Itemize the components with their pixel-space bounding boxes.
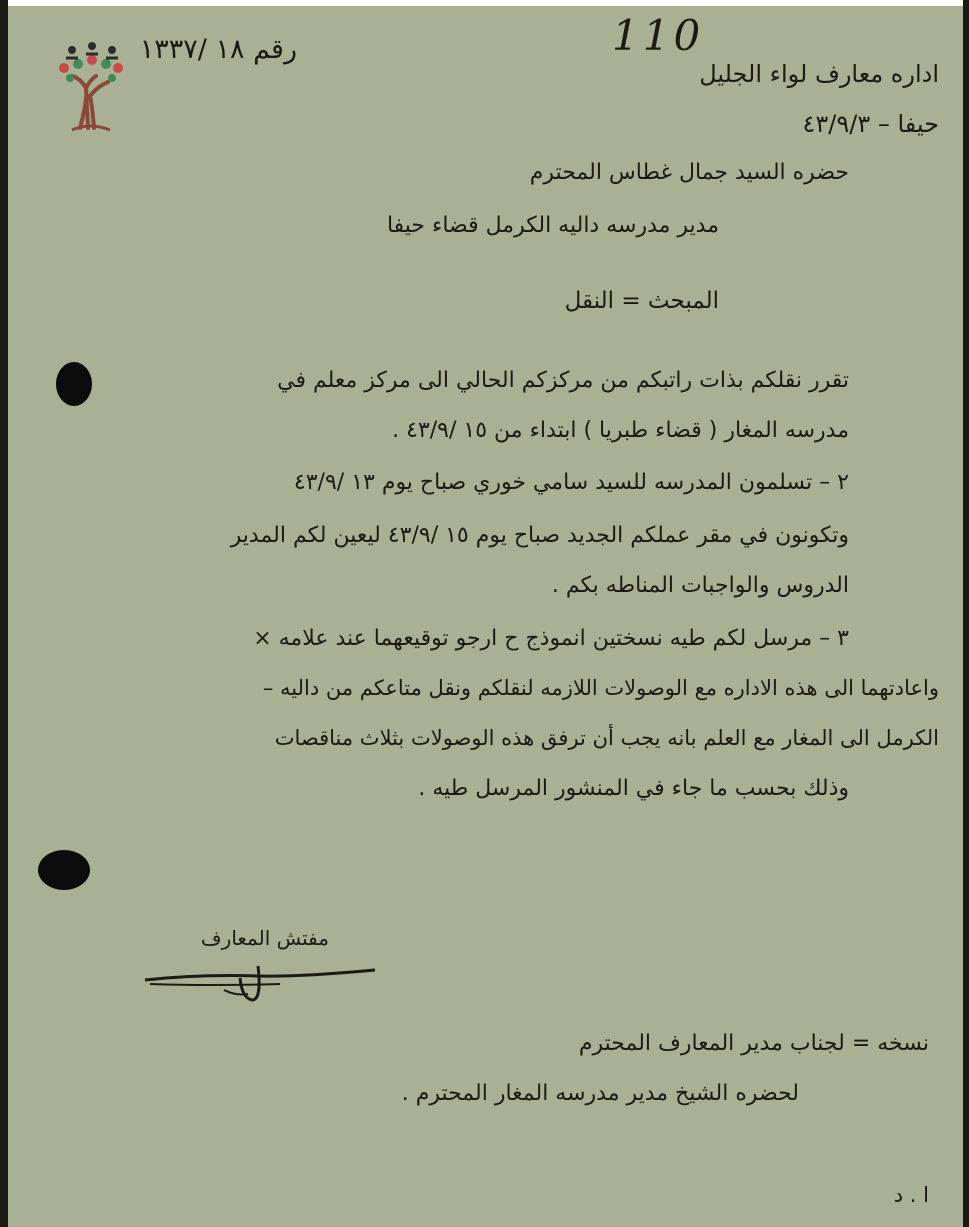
recipient-name: حضره السيد جمال غطاس المحترم	[529, 160, 849, 185]
recipient-title: مدير مدرسه داليه الكرمل قضاء حيفا	[386, 213, 719, 238]
footer-code: ا . د	[893, 1183, 929, 1207]
place-date: حيفا – ٤٣/٩/٣	[802, 110, 939, 138]
copy-recipient-2: لحضره الشيخ مدير مدرسه المغار المحترم .	[401, 1081, 799, 1106]
handwritten-signature	[140, 960, 380, 1005]
copy-recipient-1: نسخه = لجناب مدير المعارف المحترم	[578, 1031, 929, 1056]
body-paragraph-2-line-3: الدروس والواجبات المناطه بكم .	[551, 573, 849, 598]
scan-border-right	[963, 0, 969, 1227]
body-paragraph-1-line-1: تقرر نقلكم بذات راتبكم من مركزكم الحالي الى مركز معلم في	[277, 368, 849, 393]
punch-hole-top	[56, 362, 92, 406]
body-paragraph-3-line-1: ٣ – مرسل لكم طيه نسختين انموذج ح ارجو توقيعهما عند علامه ×	[253, 626, 849, 651]
body-paragraph-3-line-4: وذلك بحسب ما جاء في المنشور المرسل طيه .	[418, 776, 849, 801]
scan-border-top	[0, 0, 969, 6]
signatory-title: مفتش المعارف	[200, 926, 329, 950]
department-name: اداره معارف لواء الجليل	[699, 60, 939, 88]
archive-tree-logo	[50, 38, 130, 133]
body-paragraph-3-line-2: واعادتهما الى هذه الاداره مع الوصولات اللازمه لنقلكم ونقل متاعكم من داليه –	[262, 676, 939, 700]
punch-hole-bottom	[38, 850, 90, 890]
reference-number: رقم ١٨ /١٣٣٧	[139, 34, 297, 65]
body-paragraph-1-line-2: مدرسه المغار ( قضاء طبريا ) ابتداء من ١٥ /٤٣/٩ .	[392, 418, 849, 443]
body-paragraph-2-line-2: وتكونون في مقر عملكم الجديد صباح يوم ١٥ /٤٣/٩ ليعين لكم المدير	[230, 523, 849, 548]
scan-border-left	[0, 0, 8, 1227]
body-paragraph-2-line-1: ٢ – تسلمون المدرسه للسيد سامي خوري صباح يوم ١٣ /٤٣/٩	[293, 470, 849, 495]
body-paragraph-3-line-3: الكرمل الى المغار مع العلم بانه يجب أن ترفق هذه الوصولات بثلاث مناقصات	[274, 726, 939, 750]
file-number-handwritten: 110	[612, 11, 705, 60]
subject-line: المبحث = النقل	[564, 288, 719, 314]
